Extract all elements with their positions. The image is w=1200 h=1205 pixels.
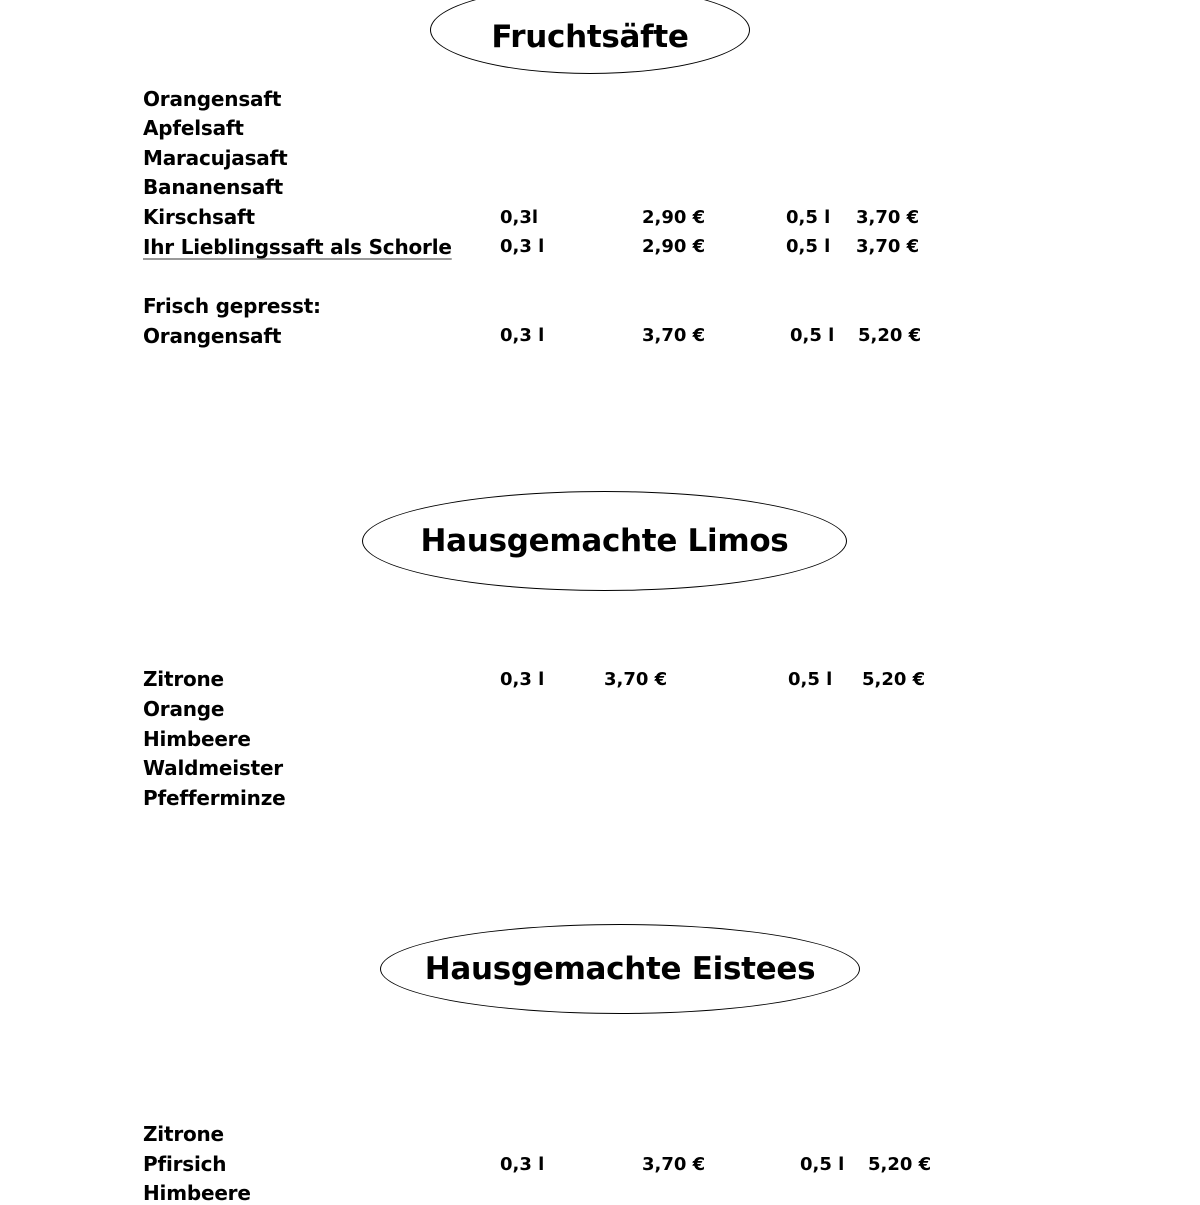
price-small: 3,70 € — [642, 325, 706, 346]
size-small: 0,3 l — [500, 1154, 545, 1175]
price-large: 3,70 € — [856, 236, 920, 257]
price-large: 3,70 € — [856, 207, 920, 228]
section-title-fruchtsaefte — [430, 0, 750, 74]
menu-item: Zitrone — [143, 1122, 224, 1146]
section-title-limos — [362, 491, 847, 591]
size-large: 0,5 l — [786, 207, 831, 228]
section-title-eistees — [380, 924, 860, 1014]
size-large: 0,5 l — [790, 325, 835, 346]
menu-item: Orangensaft — [143, 87, 282, 111]
section-title-text: Hausgemachte Limos — [420, 523, 789, 559]
menu-item: Waldmeister — [143, 756, 283, 780]
menu-item: Himbeere — [143, 1181, 251, 1205]
menu-item: Kirschsaft — [143, 205, 255, 229]
section-title-text: Fruchtsäfte — [491, 19, 689, 55]
size-small: 0,3l — [500, 207, 539, 228]
menu-item: Ihr Lieblingssaft als Schorle — [143, 235, 452, 259]
section-title-text: Hausgemachte Eistees — [424, 951, 816, 987]
size-large: 0,5 l — [786, 236, 831, 257]
price-small: 3,70 € — [604, 669, 668, 690]
menu-item: Zitrone — [143, 667, 224, 691]
menu-item: Maracujasaft — [143, 146, 288, 170]
price-small: 2,90 € — [642, 207, 706, 228]
menu-item: Pfirsich — [143, 1152, 227, 1176]
menu-item: Orange — [143, 697, 225, 721]
price-small: 3,70 € — [642, 1154, 706, 1175]
menu-item: Bananensaft — [143, 175, 283, 199]
menu-item: Himbeere — [143, 727, 251, 751]
price-large: 5,20 € — [868, 1154, 932, 1175]
price-large: 5,20 € — [858, 325, 922, 346]
price-small: 2,90 € — [642, 236, 706, 257]
size-small: 0,3 l — [500, 669, 545, 690]
size-small: 0,3 l — [500, 236, 545, 257]
size-large: 0,5 l — [800, 1154, 845, 1175]
size-small: 0,3 l — [500, 325, 545, 346]
price-large: 5,20 € — [862, 669, 926, 690]
menu-item: Apfelsaft — [143, 116, 244, 140]
size-large: 0,5 l — [788, 669, 833, 690]
menu-item: Orangensaft — [143, 324, 282, 348]
menu-item: Pfefferminze — [143, 786, 286, 810]
subheading: Frisch gepresst: — [143, 294, 321, 318]
